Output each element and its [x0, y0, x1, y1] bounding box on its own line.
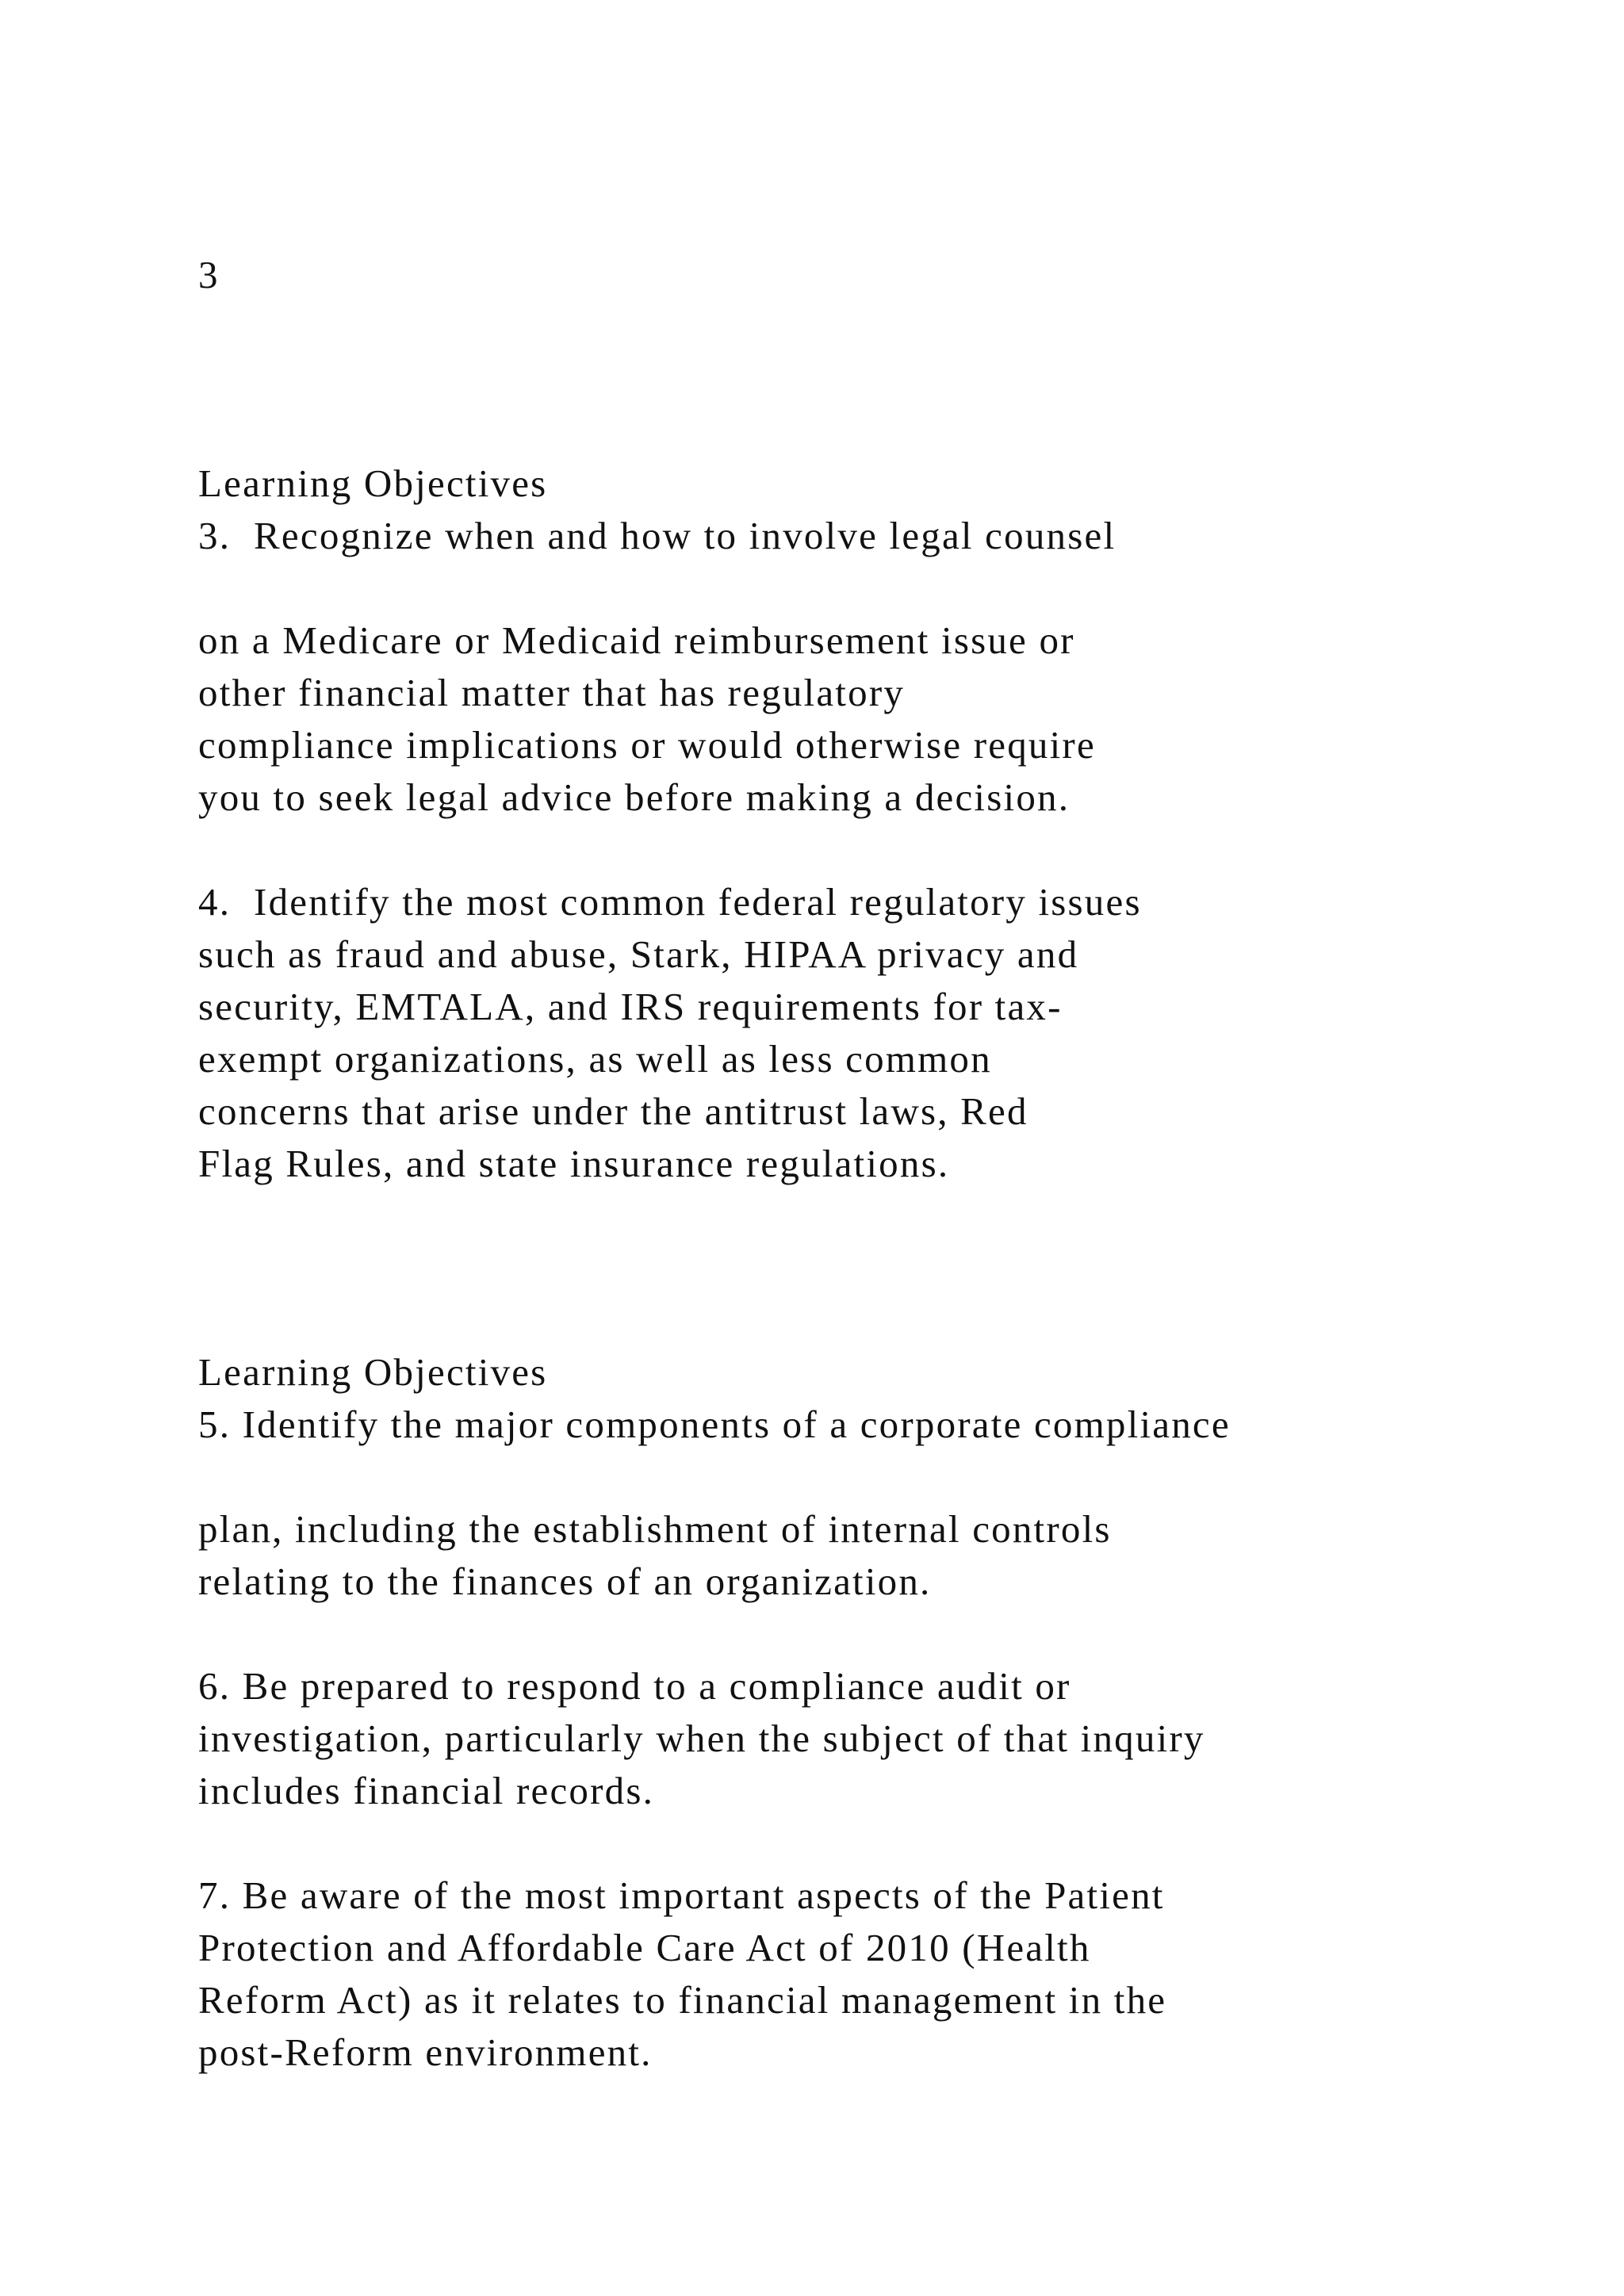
- objective-7-line-1: 7. Be aware of the most important aspects of the Patient: [198, 1873, 1165, 1917]
- objective-3-line-4: compliance implications or would otherwise require: [198, 723, 1096, 767]
- objective-3-line-1: 3. Recognize when and how to involve legal counsel: [198, 514, 1116, 557]
- objective-7-line-3: Reform Act) as it relates to financial management in the: [198, 1978, 1167, 2022]
- objective-4-line-5: concerns that arise under the antitrust laws, Red: [198, 1089, 1028, 1133]
- objective-5-line-1: 5. Identify the major components of a corporate compliance: [198, 1402, 1231, 1446]
- objective-4-line-1: 4. Identify the most common federal regulatory issues: [198, 880, 1142, 924]
- objective-7-line-2: Protection and Affordable Care Act of 2010 (Health: [198, 1926, 1091, 1969]
- objective-6-line-2: investigation, particularly when the subject of that inquiry: [198, 1716, 1205, 1760]
- objective-3-line-3: other financial matter that has regulatory: [198, 671, 906, 714]
- objective-7-line-4: post-Reform environment.: [198, 2030, 653, 2074]
- objective-6-line-3: includes financial records.: [198, 1769, 655, 1812]
- objective-3-line-5: you to seek legal advice before making a decision.: [198, 775, 1071, 819]
- objective-4-line-3: security, EMTALA, and IRS requirements for tax-: [198, 985, 1063, 1028]
- section-heading: Learning Objectives: [198, 1350, 548, 1394]
- objective-4-line-2: such as fraud and abuse, Stark, HIPAA privacy and: [198, 932, 1079, 976]
- objective-4-line-6: Flag Rules, and state insurance regulations.: [198, 1142, 950, 1185]
- section-heading: Learning Objectives: [198, 461, 548, 505]
- objective-6-line-1: 6. Be prepared to respond to a compliance audit or: [198, 1664, 1071, 1708]
- objective-5-line-3: relating to the finances of an organization.: [198, 1559, 932, 1603]
- page-number: 3: [198, 253, 220, 297]
- objective-5-line-2: plan, including the establishment of internal controls: [198, 1507, 1112, 1551]
- objective-4-line-4: exempt organizations, as well as less common: [198, 1037, 992, 1081]
- objective-3-line-2: on a Medicare or Medicaid reimbursement issue or: [198, 618, 1075, 662]
